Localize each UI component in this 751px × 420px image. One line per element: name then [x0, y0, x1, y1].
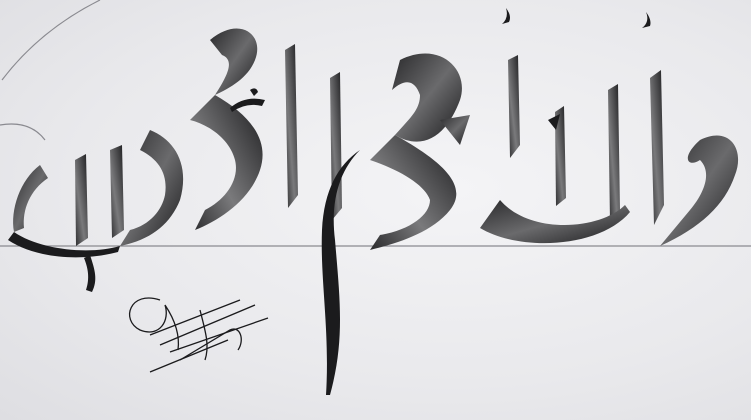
letter-waw	[660, 135, 738, 246]
letter-alif-hamza	[642, 12, 664, 225]
guide-arc-lower	[0, 124, 45, 140]
word-anta	[480, 8, 630, 243]
word-arham	[322, 54, 470, 395]
artist-signature	[130, 298, 268, 372]
word-alrahimin	[8, 29, 298, 292]
guide-arc	[2, 0, 100, 80]
